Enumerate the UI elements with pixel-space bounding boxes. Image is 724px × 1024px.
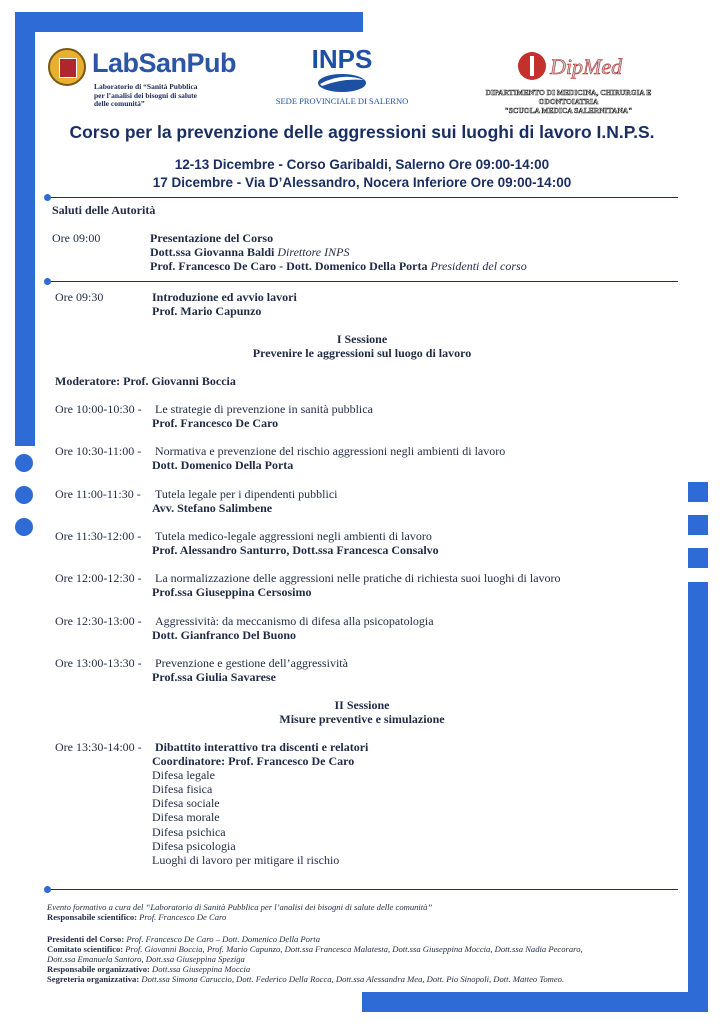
saluti-heading: Saluti delle Autorità (52, 203, 156, 217)
divider (46, 197, 678, 198)
presentation-speaker: Dott.ssa Giovanna Baldi Direttore INPS (150, 245, 350, 259)
session1-subtitle: Prevenire le aggressioni sul luogo di lavoro (252, 346, 472, 360)
page-title: Corso per la prevenzione delle aggressioni sui luoghi di lavoro I.N.P.S. (69, 122, 655, 142)
intro-title: Introduzione ed avvio lavori (152, 290, 297, 304)
time-0930: Ore 09:30 (55, 290, 104, 304)
session1-title: I Sessione (336, 332, 388, 346)
divider-dot (44, 886, 51, 893)
labsanpub-subtitle: Laboratorio di “Sanità Pubblica per l’analisi dei bisogni di salute delle comunità” (94, 82, 198, 108)
decor-dot (15, 486, 33, 504)
session2-topic: Dibattito interattivo tra discenti e relatori (155, 740, 369, 754)
date-line-2: 17 Dicembre - Via D’Alessandro, Nocera Inferiore Ore 09:00-14:00 (152, 175, 572, 190)
frame-top-bar (15, 12, 363, 32)
session2-coordinator: Coordinatore: Prof. Francesco De Caro (152, 754, 355, 768)
footer-organizzativo: Responsabile organizzativo: Dott.ssa Giuseppina Moccia (47, 964, 251, 974)
session2-title: II Sessione (334, 698, 390, 712)
decor-dot (15, 518, 33, 536)
divider-dot (44, 194, 51, 201)
defense-item: Difesa sociale (152, 796, 220, 810)
footer-evento: Evento formativo a cura del “Laboratorio di Sanità Pubblica per l’analisi dei bisogni di salute delle comunità” (47, 902, 433, 912)
defense-item: Difesa morale (152, 810, 220, 824)
defense-item: Difesa psicologia (152, 839, 236, 853)
seal-icon (48, 48, 86, 86)
divider (46, 889, 678, 890)
defense-item: Luoghi di lavoro per mitigare il rischio (152, 853, 340, 867)
inps-swoosh-icon (316, 72, 368, 94)
date-line-1: 12-13 Dicembre - Corso Garibaldi, Salerno Ore 09:00-14:00 (174, 157, 550, 172)
session2-subtitle: Misure preventive e simulazione (279, 712, 445, 726)
inps-title: INPS (311, 44, 373, 74)
divider (46, 281, 678, 282)
defense-item: Difesa psichica (152, 825, 226, 839)
frame-right-bar (688, 582, 708, 1012)
defense-item: Difesa fisica (152, 782, 213, 796)
intro-speaker: Prof. Mario Capunzo (152, 304, 262, 318)
dipmed-title: DipMed (550, 54, 623, 79)
decor-square (688, 515, 708, 535)
footer-presidenti: Presidenti del Corso: Prof. Francesco De Caro – Dott. Domenico Della Porta (47, 934, 320, 944)
course-dates (0, 156, 724, 192)
labsanpub-title: LabSanPub (92, 48, 237, 78)
labsanpub-logo (48, 46, 237, 116)
presentation-title: Presentazione del Corso (150, 231, 274, 245)
session2-time: Ore 13:30-14:00 - (55, 740, 142, 754)
defense-item: Difesa legale (152, 768, 215, 782)
decor-square (688, 548, 708, 568)
footer-responsabile: Responsabile scientifico: Prof. Francesco De Caro (47, 912, 227, 922)
presentation-presidents: Prof. Francesco De Caro - Dott. Domenico Della Porta Presidenti del corso (150, 259, 527, 273)
footer-comitato: Comitato scientifico: Prof. Giovanni Boccia, Prof. Mario Capunzo, Dott.ssa Francesca Malatesta, Dott.ssa Giuseppina Moccia, Dott.ssa Nadia Pecoraro, (47, 944, 583, 954)
footer-comitato-cont: Dott.ssa Emanuela Santoro, Dott.ssa Giuseppina Speziga (47, 954, 245, 964)
caduceus-icon (518, 52, 546, 80)
dipmed-logo (456, 46, 681, 116)
footer-segreteria: Segreteria organizzativa: Dott.ssa Simona Caruccio, Dott. Federico Della Rocca, Dott.ssa Alessandra Mea, Dott. Pio Sinopoli, Dott. Matteo Tomeo. (47, 974, 565, 984)
time-0900: Ore 09:00 (52, 231, 101, 245)
decor-dot (15, 454, 33, 472)
decor-square (688, 482, 708, 502)
frame-bottom-bar (362, 992, 708, 1012)
frame-left-bar (15, 12, 35, 446)
inps-subtitle: SEDE PROVINCIALE DI SALERNO (275, 96, 409, 106)
divider-dot (44, 278, 51, 285)
dipmed-subtitle: DIPARTIMENTO DI MEDICINA, CHIRURGIA E ODONTOIATRIA "SCUOLA MEDICA SALERNITANA" (485, 88, 652, 115)
session1-moderator: Moderatore: Prof. Giovanni Boccia (55, 374, 236, 388)
inps-logo (272, 44, 412, 114)
